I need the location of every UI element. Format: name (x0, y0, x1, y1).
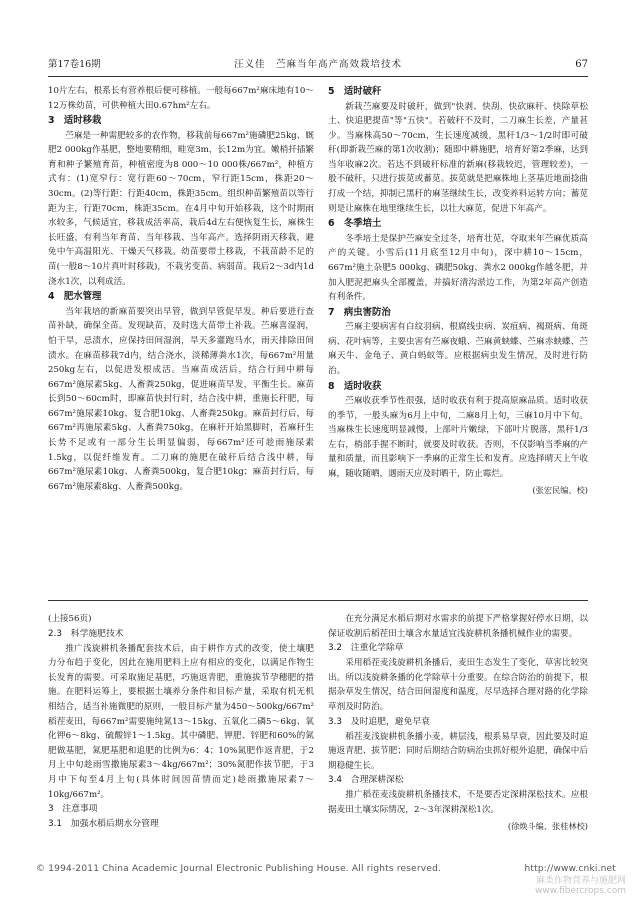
section-heading: 4 肥水管理 (48, 291, 102, 303)
subsection-heading: 3.1 加强水稻后期水分管理 (48, 819, 159, 830)
copyright-text: © 1994-2011 China Academic Journal Electronic Publishing House. All rights reserved. (36, 864, 442, 874)
editor-credit: (徐焕斗编、张桂林校) (507, 820, 588, 831)
subsection-heading: 3.3 及时追肥，避免早衰 (328, 716, 430, 727)
watermark (500, 876, 626, 896)
editor-credit: (张宏民编、校) (532, 484, 588, 495)
issue-label: 第17卷16期 (48, 59, 101, 70)
page-number: 67 (575, 59, 588, 70)
article-column-right (328, 84, 588, 497)
subsection-heading: 2.3 科学施肥技术 (48, 628, 124, 639)
section-heading: 6 冬季培土 (328, 218, 382, 230)
subsection-heading: 3.2 注重化学除草 (328, 643, 404, 654)
section-heading: 5 适时破秆 (328, 86, 382, 97)
section-heading: 8 适时收获 (328, 380, 382, 392)
body-paragraph: 苎麻是一种需肥较多的农作物，移栽前每667m²施磷肥25kg、厩肥2 000kg作基肥，整地要精细，畦宽3m，长12m为宜。嫩梢扦插繁育和种子繁殖育苗，种植密度为8 000～10 000株/667m²，种植方式有：(1)宽窄行：宽行距60～70cm，窄行距15cm，株距20～30cm。(2)等行距：行距40cm，株距35cm。组织种苗繁殖苗以等行距为主，行距70cm，株距35cm。在4月中旬开始移栽，这个时期雨水较多，气候适宜，移栽成活率高，栽后4d左右便恢复生长，麻株生长旺盛，有利当年育苗、当年移栽、当年高产。选择阴雨天移栽，避免中午高温阳光、干燥天气移栽。幼苗要带土移栽，不栽苗龄不足的苗(一般8～10片真叶时移栽)，不栽劣变苗、病弱苗。栽后2～3d内1d浇水1次，以利成活。 (48, 130, 314, 287)
body-paragraph: 在充分满足水稻后期对水需求的前提下严格掌握好停水日期，以保证收割后稻茬田土壤含水量适宜浅旋耕机条播机械作业的需要。 (328, 614, 588, 639)
body-paragraph: 冬季培土是保护苎麻安全过冬，培育壮苋，夺取来年苎麻优质高产的关键。小雪后(11月底至12月中旬)，深中耕10～15cm，667m²施土杂肥5 000kg、磷肥50kg、粪水2 000kg作越冬肥，并加入肥泥把麻头全部覆盖，并搞好清沟淤边工作，为第2年高产创造有利条件。 (328, 233, 588, 303)
section-heading: 3 适时移栽 (48, 115, 102, 127)
watermark-line-2: www.fibercrops.com (535, 886, 626, 896)
subsection-heading: 3.4 合理深耕深松 (328, 775, 404, 786)
watermark-line-1: 麻类作物营养与施肥网 (535, 876, 626, 886)
continued-column-right (328, 612, 588, 833)
running-header (48, 58, 588, 72)
body-paragraph: 推广稻茬麦浅旋耕机条播技术，不是要否定深耕深松技术。应根据麦田土壤实际情况，2～3年深耕深松1次。 (328, 790, 588, 815)
body-paragraph: 苎麻主要病害有白纹羽病、根腐线虫病、炭疽病、褐斑病、角斑病、花叶病等，主要虫害有苎麻夜蛾、苎麻黄蛱蝶、苎麻赤蛱蝶、苎麻天牛、金龟子、黄白蚂蚁等。应根据病虫发生情况，及时进行防治。 (328, 322, 588, 376)
body-paragraph: 10片左右，根系长有营养根后便可移植。一般每667m²麻床地有10～12万株幼苗，可供种植大田0.67hm²左右。 (48, 86, 314, 111)
body-paragraph: 采用稻茬麦浅旋耕机条播后，麦田生态发生了变化，草害比较突出。所以浅旋耕条播的化学除草十分重要。在综合防治的前提下，根据杂草发生情况，结合田间湿度和温度，尽早选择合理对路的化学除草剂及时防治。 (328, 658, 588, 712)
body-paragraph: 推广浅旋耕机条播配套技术后，由于耕作方式的改变，使土壤肥力分布趋于变化，因此在施用肥料上应有相应的变化，以满足作物生长发育的需要。可采取施足基肥，巧施返青肥，重施拔节孕穗肥的措施。在肥料运筹上，要根据土壤养分条件和目标产量，采取有机无机相结合，适当补施微肥的原则，一般目标产量为450～500kg/667m²稻茬麦田，每667m²需要施纯氮13～15kg、五氧化二磷5～6kg、氧化钾6～8kg、硫酸锌1～1.5kg。其中磷肥、钾肥、锌肥和60%的氮肥做基肥，氮肥基肥和追肥的比例为6：4；10%氮肥作返青肥，于2月上中旬趁雨雪撒施尿素3～4kg/667m²；30%氮肥作拔节肥，于3月中下旬至4月上旬(具体时间因苗情而定)趁雨撒施尿素7～10kg/667m²。 (48, 643, 314, 800)
header-title: 汪义佳 苎麻当年高产高效栽培技术 (233, 59, 402, 70)
section-heading: 7 病虫害防治 (328, 306, 391, 318)
body-paragraph: 稻茬麦浅旋耕机条播小麦，耕层浅，根系易早衰，因此要及时追施返青肥、拔节肥；同时后期结合防病治虫抓好根外追肥，确保中后期稳健生长。 (328, 731, 588, 771)
copyright-footer (36, 864, 616, 874)
body-paragraph: 当年栽培的新麻苗要突出早管，做到早管促早发。种后要进行查苗补缺，确保全苗。发现缺苗，及时选大苗带土补栽。苎麻喜湿润，怕干旱，忌渍水，应保持田间湿润，旱天多灌跑马水，雨天排除田间渍水。在麻苗移栽7d内，结合浇水，淡稀薄粪水1次，每667m²用量250kg左右，以促进发根成活。当麻苗成活后，结合行间中耕每667m²施尿素5kg、人畜粪250kg，促进麻苗早发，平衡生长。麻苗长到50～60cm时，即麻苗快封行时，结合浅中耕，重施长秆肥，每667m²施尿素10kg、复合肥10kg、人畜粪250kg。麻苗封行后，每667m²再施尿素5kg、人畜粪750kg，在麻秆开始黑脚时，若麻秆生长势不足或有一部分生长明显偏弱，每667m²还可趁雨施尿素1.5kg，以促纤维发育。二刀麻的施肥在破秆后结合浅中耕，每667m²施尿素10kg、人畜粪500kg，复合肥10kg；麻苗封行后，每667m²施尿素8kg、人畜粪500kg。 (48, 306, 314, 492)
article-divider (48, 600, 588, 601)
subsection-heading: 3 注意事项 (48, 804, 98, 815)
continued-column-left (48, 612, 314, 832)
body-paragraph: 苎麻收获季节性很强，适时收获有利于提高原麻品质。适时收获的季节，一般头麻为6月上中旬，二麻8月上旬，三麻10月中下旬。当麻株生长速度明显减慢，上部叶片嫩绿，下部叶片脱落，黑秆1/3左右，梢部手握不断时，就要及时收获。否则，不仅影响当季麻的产量和质量，而且影响下一季麻的正常生长和发育。应选择晴天上午收麻，随收随晒，遇雨天应及时晒干，防止霉烂。 (328, 396, 588, 480)
body-paragraph: 新栽苎麻要及时破秆，做到"快剥、快刮、快砍麻秆、快除草松土、快追肥提苗"等"五快"。若破秆不及时，二刀麻生长差，产量甚少。当麻株高50～70cm，生长速度减缓，黑秆1/3～1/2时即可破秆(即新栽苎麻的第1次收割)；随即中耕施肥，培育好第2季麻，达到当年收麻2次。若达不到破秆标准的新麻(移栽较迟，管理较差)，一般不破秆，只进行拔苋或蓄苋。拔苋就是把麻株地上茎基近地面捻曲打成一个结，抑制已黑秆的麻茎继续生长，改变养料运转方向；蓄苋则是让麻株在地里继续生长，以壮大麻苋，促进下年高产。 (328, 101, 588, 214)
body-paragraph: (上接56页) (48, 614, 92, 624)
cnki-link[interactable]: http://www.cnki.net (524, 864, 616, 874)
article-column-left (48, 84, 314, 494)
header-rule (48, 76, 588, 77)
